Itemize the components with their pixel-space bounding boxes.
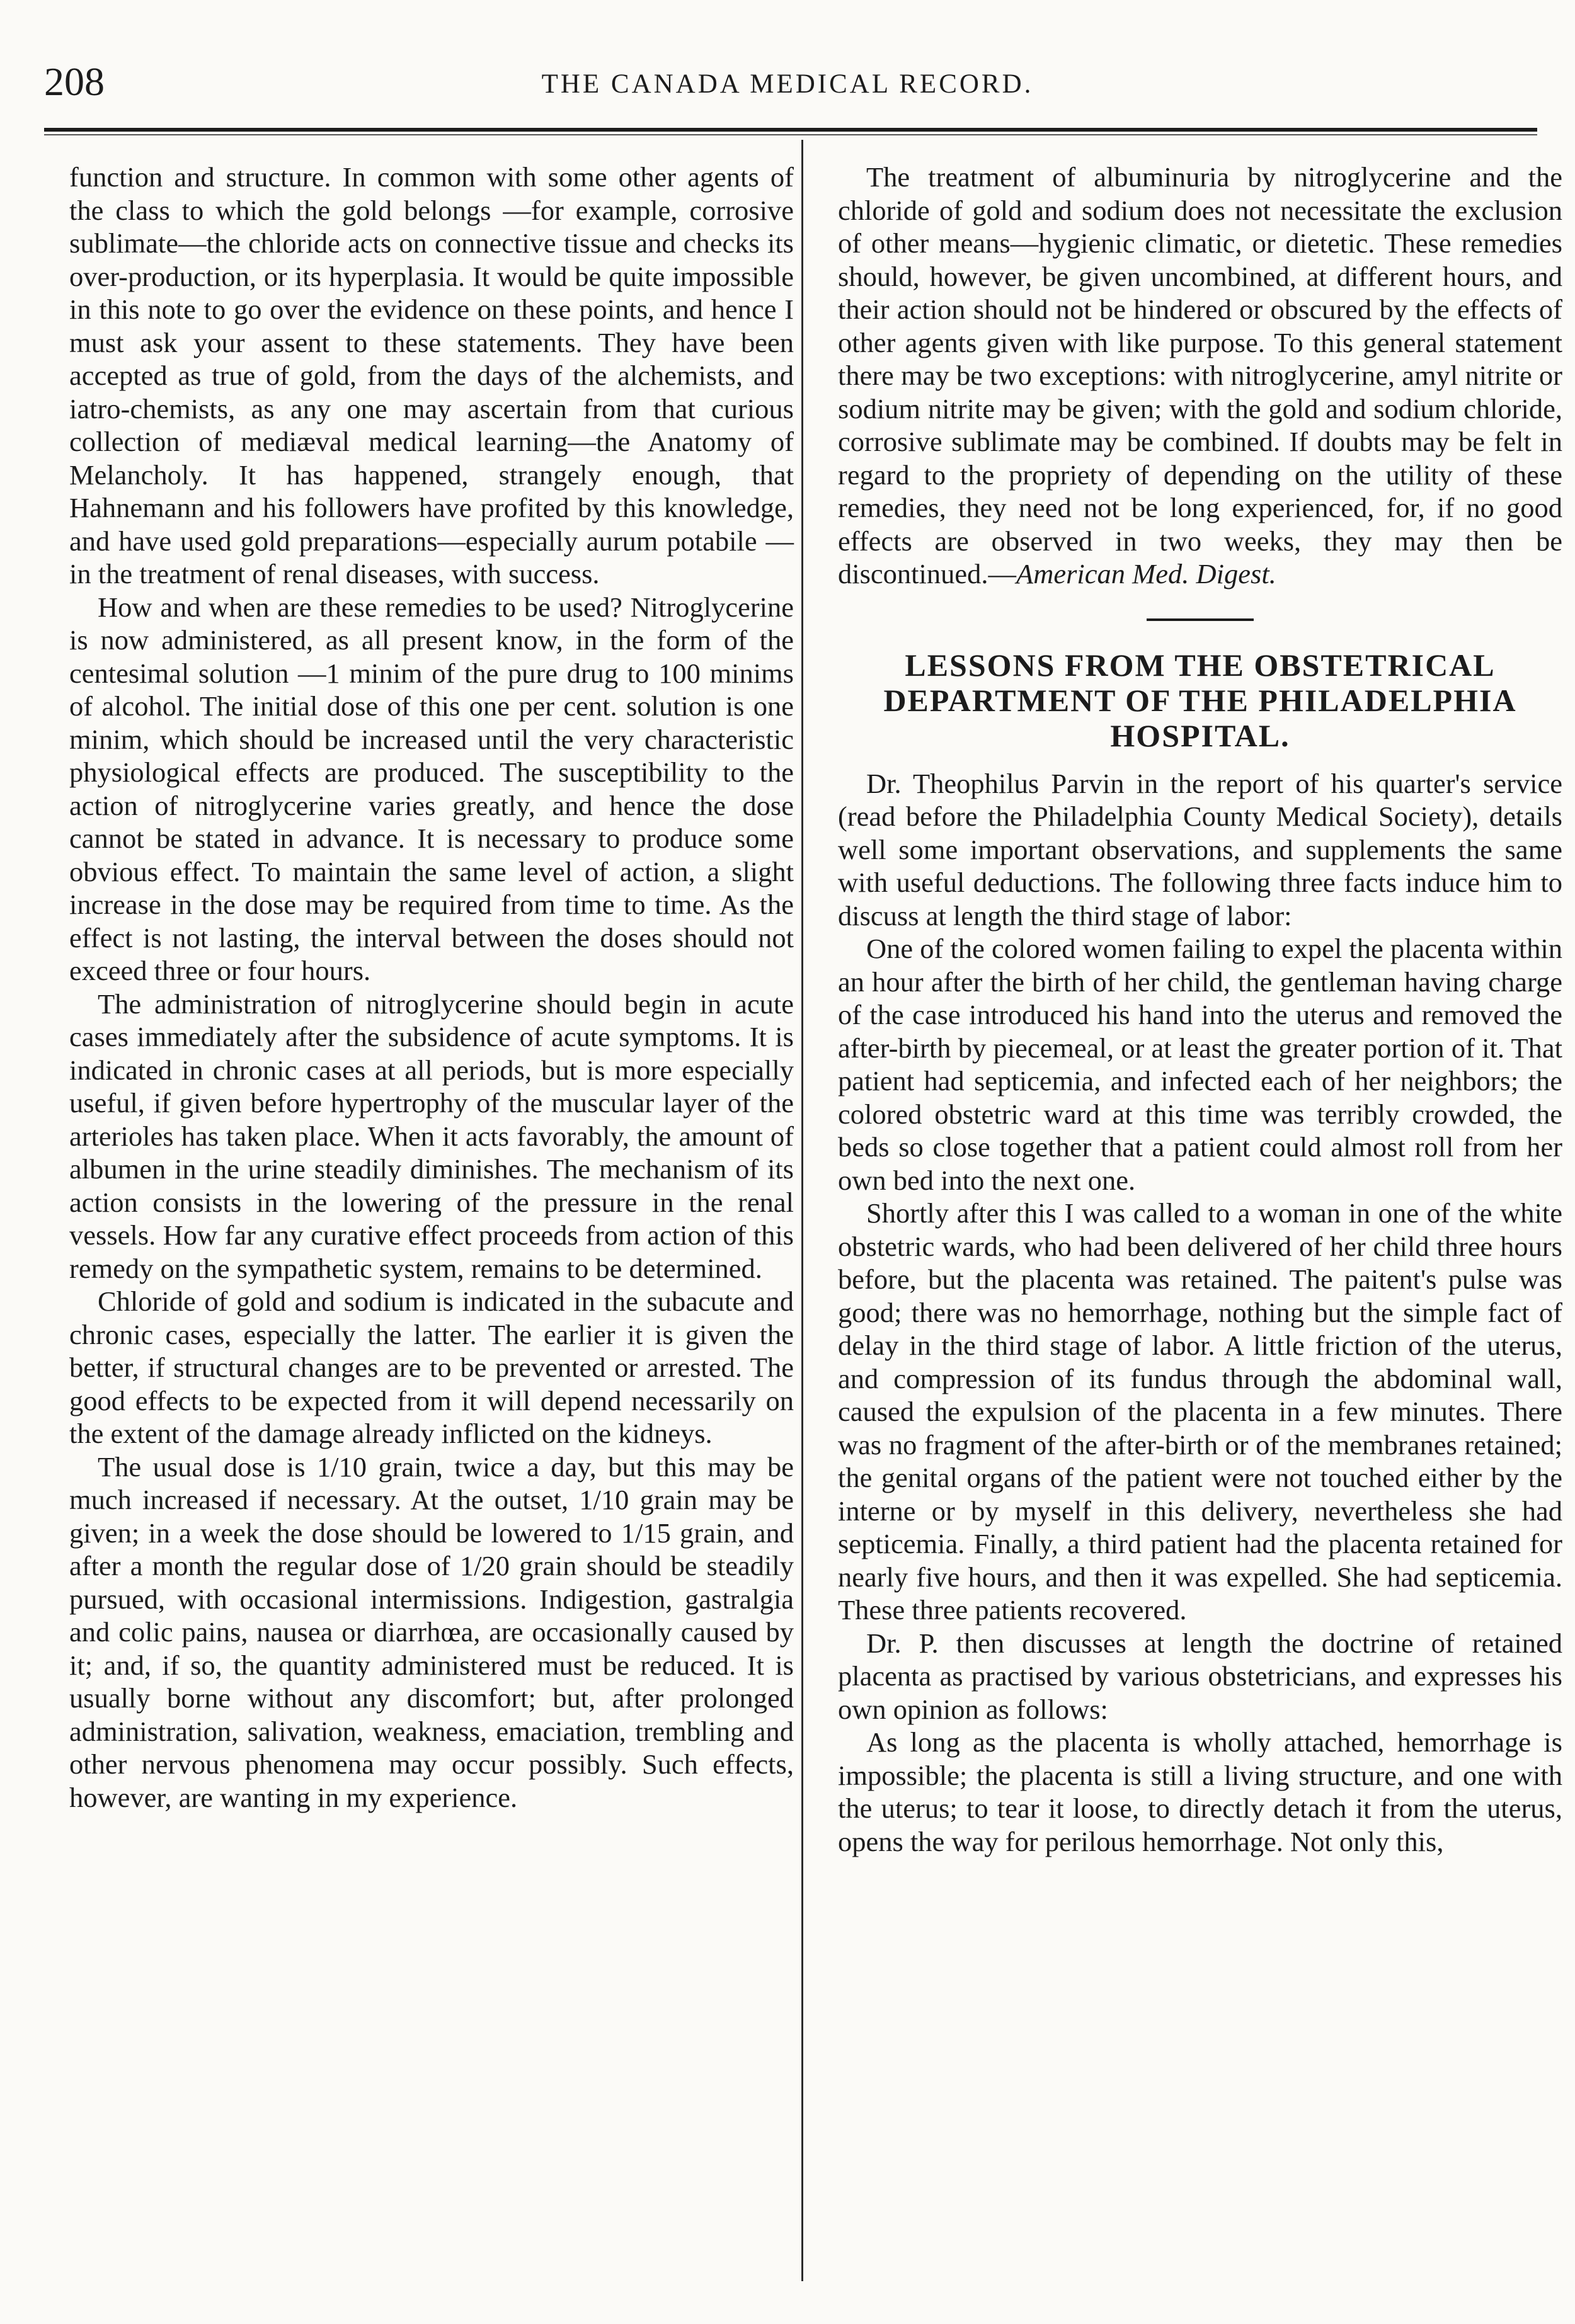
section-heading: LESSONS FROM THE OBSTETRICAL DEPARTMENT OF THE PHILADELPHIA HOSPITAL. bbox=[883, 647, 1517, 753]
paragraph: Dr. Theophilus Parvin in the report of his quarter's service (read before the Philadelphia County Medical Society), details well some important observations, and supplements the same with useful deductions. The following three facts induce him to discuss at length the third stage of labor: bbox=[838, 767, 1562, 931]
paragraph: As long as the placenta is wholly attached, hemorrhage is impossible; the placenta is still a living structure, and one with the uterus; to tear it loose, to directly detach it from the uterus, opens the way for perilous hemorrhage. Not only this, bbox=[838, 1726, 1562, 1857]
paragraph: One of the colored women failing to expel the placenta within an hour after the birth of her child, the gentleman having charge of the case introduced his hand into the uterus and removed the after-birth by piecemeal, or at least the greater portion of it. That patient had septicemia, and infected each of her neighbors; the colored obstetric ward at this time was terribly crowded, the beds so close together that a patient could almost roll from her own bed into the next one. bbox=[838, 933, 1562, 1196]
paragraph bbox=[838, 161, 1562, 591]
paragraph-text: The treatment of albuminuria by nitroglycerine and the chloride of gold and sodium does not necessitate the exclusion of other means—hygienic climatic, or dietetic. These remedies should, however, be given uncombined, at different hours, and their action should not be hindered or obscured by the effects of other agents given with like purpose. To this general statement there may be two exceptions: with nitroglycerine, amyl nitrite or sodium nitrite may be given; with the gold and sodium chloride, corrosive sublimate may be combined. If doubts may be felt in regard to the propriety of depending on the utility of these remedies, they need not be long experienced, for, if no good effects are observed in two weeks, they may then be discontinued.— bbox=[838, 161, 1562, 590]
column-divider bbox=[801, 140, 803, 2281]
paragraph: Shortly after this I was called to a woman in one of the white obstetric wards, who had been delivered of her child three hours before, but the placenta was retained. The paitent's pulse was good; there was no hemorrhage, nothing but the simple fact of delay in the third stage of labor. A little friction of the uterus, and compression of its fundus through the abdominal wall, caused the expulsion of the placenta in a few minutes. There was no fragment of the after-birth or of the membranes retained; the genital organs of the patient were not touched either by the interne or by myself in this delivery, nevertheless she had septicemia. Finally, a third patient had the placenta retained for nearly five hours, and then it was expelled. She had septicemia. These three patients recovered. bbox=[838, 1197, 1562, 1626]
paragraph: The usual dose is 1/10 grain, twice a day, but this may be much increased if necessary. At the outset, 1/10 grain may be given; in a week the dose should be lowered to 1/15 grain, and after a month the regular dose of 1/20 grain should be steadily pursued, with occasional intermissions. Indigestion, gastralgia and colic pains, nausea or diarrhœa, are occasionally caused by it; and, if so, the quantity administered must be reduced. It is usually borne without any discomfort; but, after prolonged administration, salivation, weakness, emaciation, trembling and other nervous phenomena may occur possibly. Such effects, however, are wanting in my experience. bbox=[69, 1450, 794, 1813]
running-title: THE CANADA MEDICAL RECORD. bbox=[541, 69, 1034, 99]
paragraph: Chloride of gold and sodium is indicated in the subacute and chronic cases, especially the latter. The earlier it is given the better, if structural changes are to be prevented or arrested. The good effects to be expected from it will depend necessarily on the extent of the damage already inflicted on the kidneys. bbox=[69, 1285, 794, 1449]
right-column bbox=[838, 161, 1562, 1858]
paragraph: How and when are these remedies to be used? Nitroglycerine is now administered, as all present know, in the form of the centesimal solution —1 minim of the pure drug to 100 minims of alcohol. The initial dose of this one per cent. solution is one minim, which should be increased until the very characteristic physiological effects are produced. The susceptibility to the action of nitroglycerine varies greatly, and hence the dose cannot be stated in advance. It is necessary to produce some obvious effect. To maintain the same level of action, a slight increase in the dose may be required from time to time. As the effect is not lasting, the interval between the doses should not exceed three or four hours. bbox=[69, 591, 794, 986]
source-citation: American Med. Digest. bbox=[1016, 558, 1276, 590]
left-column bbox=[69, 161, 794, 1814]
paragraph: Dr. P. then discusses at length the doctrine of retained placenta as practised by various obstetricians, and expresses his own opinion as follows: bbox=[838, 1627, 1562, 1725]
page-number: 208 bbox=[44, 59, 105, 104]
paragraph: The administration of nitroglycerine should begin in acute cases immediately after the subsidence of acute symptoms. It is indicated in chronic cases at all periods, but is more especially useful, if given before hypertrophy of the muscular layer of the arterioles has taken place. When it acts favorably, the amount of albumen in the urine steadily diminishes. The mechanism of its action consists in the lowering of the pressure in the renal vessels. How far any curative effect proceeds from action of this remedy on the sympathetic system, remains to be determined. bbox=[69, 988, 794, 1284]
section-divider bbox=[1147, 618, 1254, 621]
paragraph: function and structure. In common with some other agents of the class to which the gold belongs —for example, corrosive sublimate—the chloride acts on connective tissue and checks its over-production, or its hyperplasia. It would be quite impossible in this note to go over the evidence on these points, and hence I must ask your assent to these statements. They have been accepted as true of gold, from the days of the alchemists, and iatro-chemists, as any one may ascertain from that curious collection of mediæval medical learning—the Anatomy of Melancholy. It has happened, strangely enough, that Hahnemann and his followers have profited by this knowledge, and have used gold preparations—especially aurum potabile —in the treatment of renal diseases, with success. bbox=[69, 161, 794, 590]
header-rule bbox=[44, 128, 1537, 132]
page-header bbox=[0, 57, 1575, 120]
header-rule-thin bbox=[44, 134, 1537, 135]
